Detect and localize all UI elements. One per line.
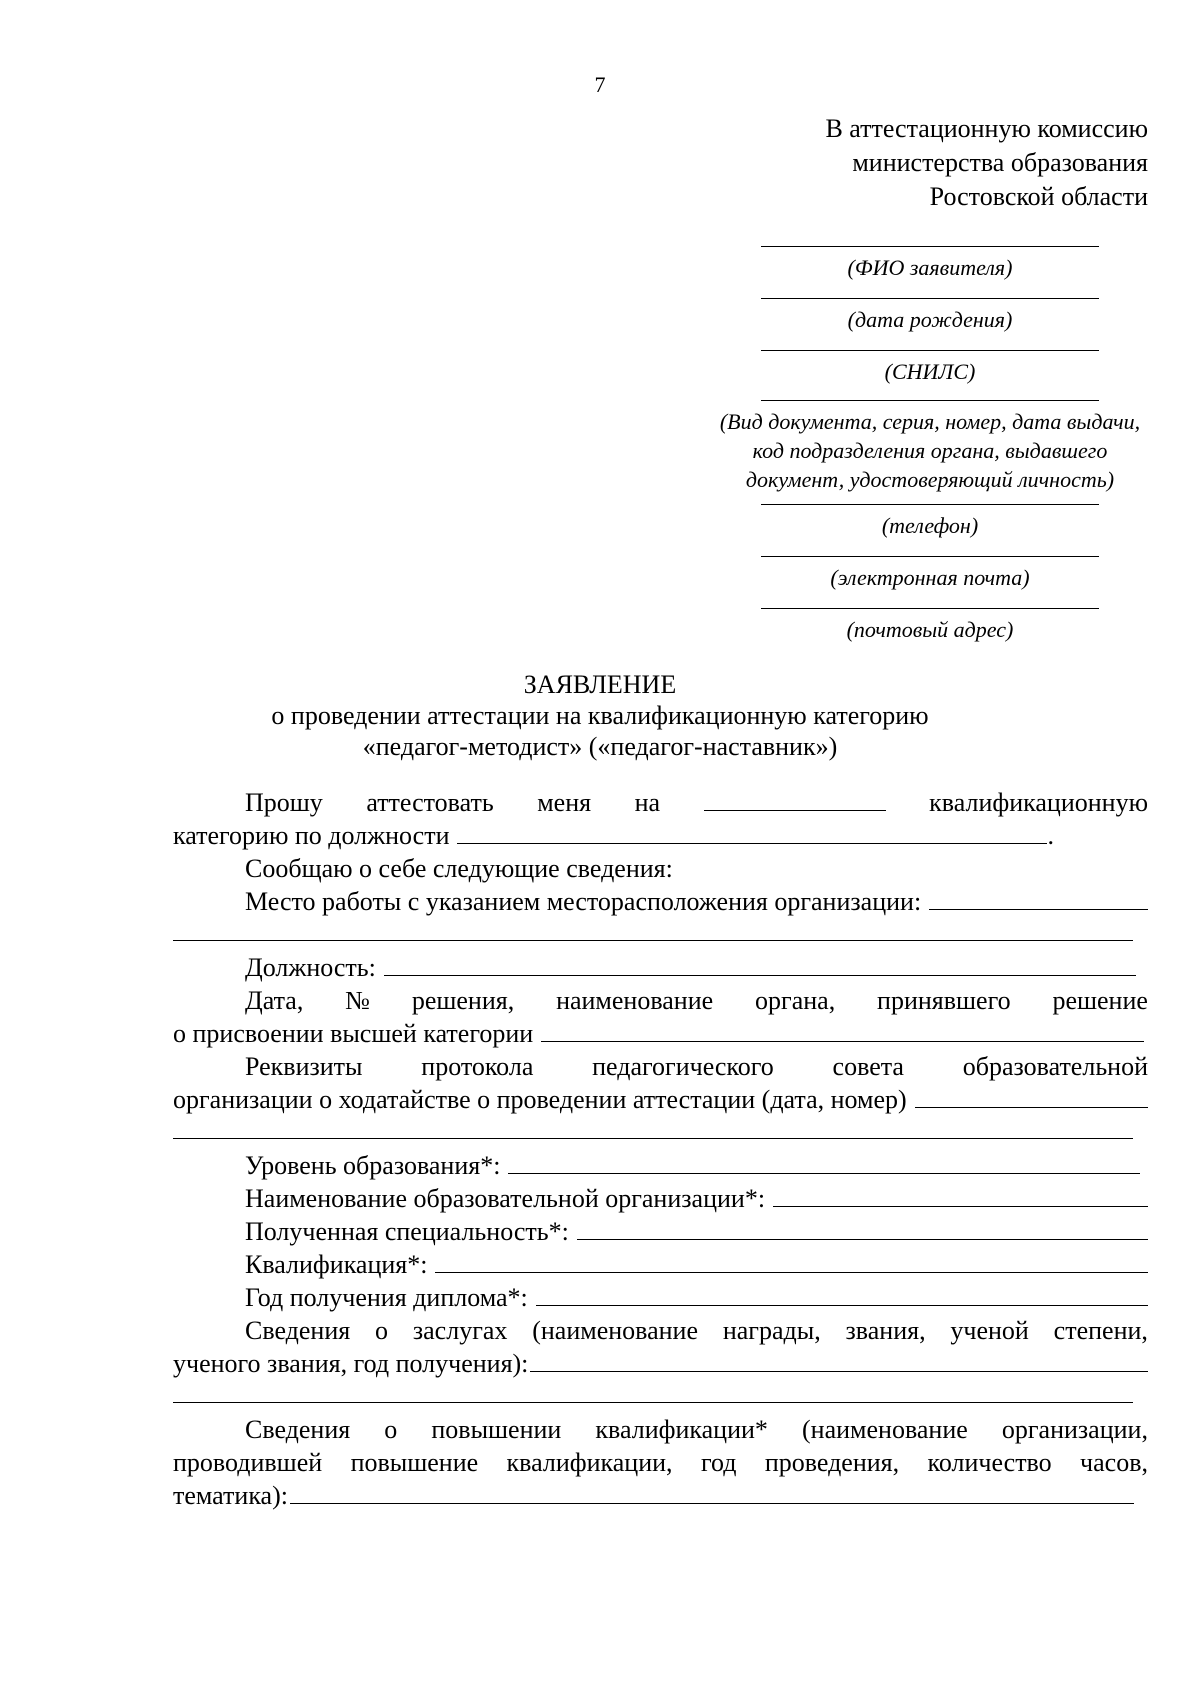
higher-category-line: [173, 1017, 1148, 1050]
qualification-line: [173, 1248, 1148, 1281]
job-position-blank[interactable]: [384, 951, 1136, 976]
protocol-line: [173, 1050, 1148, 1083]
diploma-year-blank[interactable]: [536, 1281, 1148, 1306]
addressee-block: [825, 112, 1148, 214]
word: проведения,: [764, 1448, 900, 1477]
topic-label: тематика):: [173, 1481, 288, 1510]
snils-caption: (СНИЛС): [884, 359, 976, 384]
workplace-continuation: [173, 918, 1148, 951]
application-body: [173, 786, 1148, 1512]
info-intro: Сообщаю о себе следующие сведения:: [245, 854, 673, 883]
birth-line[interactable]: [761, 298, 1099, 299]
word: принявшего: [877, 986, 1011, 1015]
word: совета: [832, 1052, 904, 1081]
word: решение: [1052, 986, 1148, 1015]
edu-org-line: [173, 1182, 1148, 1215]
word: квалификации*: [595, 1415, 768, 1444]
email-field: [700, 556, 1160, 592]
birth-caption: (дата рождения): [847, 307, 1013, 332]
workplace-line: [173, 885, 1148, 918]
word: квалификационную: [929, 788, 1148, 817]
word: организации,: [1001, 1415, 1148, 1444]
job-position-line: [173, 951, 1148, 984]
phone-field: [700, 504, 1160, 540]
email-line[interactable]: [761, 556, 1099, 557]
advanced-training-line-2: [173, 1446, 1148, 1479]
word: повышение: [350, 1448, 479, 1477]
fio-caption: (ФИО заявителя): [847, 255, 1013, 280]
merits-continuation: [173, 1347, 1148, 1380]
word: квалификации,: [506, 1448, 673, 1477]
addressee-line: Ростовской области: [929, 182, 1148, 211]
merits-blank-2[interactable]: [173, 1380, 1133, 1403]
addressee-line: министерства образования: [852, 148, 1148, 177]
petition-blank-2[interactable]: [173, 1116, 1133, 1139]
word: Реквизиты: [245, 1052, 363, 1081]
word: Дата,: [245, 986, 304, 1015]
workplace-blank[interactable]: [929, 885, 1148, 910]
edu-org-blank[interactable]: [773, 1182, 1148, 1207]
word: протокола: [421, 1052, 534, 1081]
postal-address-caption: (почтовый адрес): [846, 617, 1014, 642]
id-document-caption: (Вид документа, серия, номер, дата выдачи,: [719, 409, 1141, 434]
category-blank[interactable]: [704, 786, 886, 811]
word: наименование: [556, 986, 714, 1015]
merits-extra: [173, 1380, 1148, 1413]
fio-field: [700, 246, 1160, 282]
word: о: [384, 1415, 398, 1444]
edu-org-label: Наименование образовательной организации*:: [245, 1184, 766, 1213]
word: о: [375, 1316, 389, 1345]
advanced-training-line: [173, 1413, 1148, 1446]
workplace-label: Место работы с указанием месторасположения организации:: [245, 887, 922, 916]
word: степени,: [1053, 1316, 1148, 1345]
fio-line[interactable]: [761, 246, 1099, 247]
decision-line: [173, 984, 1148, 1017]
position-line: [173, 819, 1148, 852]
job-position-label: Должность:: [245, 953, 376, 982]
edu-level-line: [173, 1149, 1148, 1182]
id-document-field: [700, 400, 1160, 494]
word: педагогического: [592, 1052, 774, 1081]
email-caption: (электронная почта): [830, 565, 1030, 590]
word: аттестовать: [366, 788, 494, 817]
word: часов,: [1080, 1448, 1148, 1477]
word: меня: [537, 788, 592, 817]
page-number: 7: [594, 72, 606, 97]
edu-level-blank[interactable]: [508, 1149, 1140, 1174]
petition-line: [173, 1083, 1148, 1116]
merits-blank[interactable]: [530, 1347, 1148, 1372]
petition-continuation: [173, 1116, 1148, 1149]
qualification-label: Квалификация*:: [245, 1250, 428, 1279]
birth-field: [700, 298, 1160, 334]
edu-level-label: Уровень образования*:: [245, 1151, 501, 1180]
word: количество: [927, 1448, 1052, 1477]
phone-caption: (телефон): [881, 513, 979, 538]
word: на: [634, 788, 661, 817]
specialty-blank[interactable]: [577, 1215, 1148, 1240]
position-label: категорию по должности: [173, 821, 450, 850]
qualification-blank[interactable]: [435, 1248, 1148, 1273]
word: заслугах: [412, 1316, 508, 1345]
topic-blank[interactable]: [290, 1479, 1134, 1504]
word: звания,: [845, 1316, 926, 1345]
topic-line: [173, 1479, 1148, 1512]
petition-label: организации о ходатайстве о проведении аттестации (дата, номер): [173, 1085, 907, 1114]
word: год: [700, 1448, 737, 1477]
addressee-line: В аттестационную комиссию: [825, 114, 1148, 143]
request-line: [173, 786, 1148, 819]
word: Прошу: [245, 788, 323, 817]
workplace-blank-2[interactable]: [173, 918, 1133, 941]
phone-line[interactable]: [761, 504, 1099, 505]
higher-category-label: о присвоении высшей категории: [173, 1019, 534, 1048]
specialty-label: Полученная специальность*:: [245, 1217, 569, 1246]
word: награды,: [722, 1316, 821, 1345]
period: .: [1047, 821, 1054, 850]
document-subtitle: о проведении аттестации на квалификационную категорию: [271, 701, 929, 730]
postal-address-field: [700, 608, 1160, 644]
word: образовательной: [962, 1052, 1148, 1081]
word: проводившей: [173, 1448, 323, 1477]
word: повышении: [431, 1415, 562, 1444]
snils-line[interactable]: [761, 350, 1099, 351]
merits-line: [173, 1314, 1148, 1347]
id-document-line[interactable]: [761, 400, 1099, 401]
word: ученой: [950, 1316, 1029, 1345]
word: органа,: [755, 986, 836, 1015]
higher-category-blank[interactable]: [541, 1017, 1144, 1042]
document-subtitle: «педагог-методист» («педагог-наставник»): [362, 732, 838, 761]
id-document-caption: код подразделения органа, выдавшего: [752, 438, 1108, 463]
word: (наименование: [802, 1415, 968, 1444]
word: №: [345, 986, 370, 1015]
position-blank[interactable]: [457, 819, 1047, 844]
snils-field: [700, 350, 1160, 386]
diploma-year-label: Год получения диплома*:: [245, 1283, 528, 1312]
word: (наименование: [532, 1316, 699, 1345]
document-title: ЗАЯВЛЕНИЕ: [523, 670, 677, 699]
word: Сведения: [245, 1316, 351, 1345]
diploma-year-line: [173, 1281, 1148, 1314]
word: Сведения: [245, 1415, 351, 1444]
id-document-caption: документ, удостоверяющий личность): [745, 467, 1115, 492]
word: решения,: [411, 986, 515, 1015]
petition-blank[interactable]: [915, 1083, 1148, 1108]
postal-address-line[interactable]: [761, 608, 1099, 609]
merits-label: ученого звания, год получения):: [173, 1349, 529, 1378]
specialty-line: [173, 1215, 1148, 1248]
